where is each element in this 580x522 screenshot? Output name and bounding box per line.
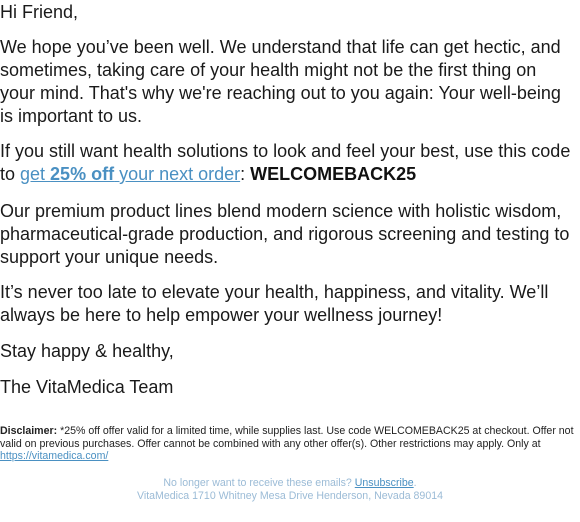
product-paragraph: Our premium product lines blend modern science with holistic wisdom, pharmaceutical-grade production, and rigorous screening and testing to support your unique needs. (0, 201, 570, 267)
offer-link-discount: 25% off (50, 164, 115, 184)
disclaimer-text: *25% off offer valid for a limited time, while supplies last. Use code WELCOMEBACK25 at checkout. Offer not valid on previous purchases. Offer cannot be combined with any other offer(s). Other restrictions may apply. Only at (0, 425, 574, 450)
disclaimer-label: Disclaimer: (0, 425, 58, 437)
unsubscribe-link[interactable]: Unsubscribe (354, 477, 414, 489)
team-signature: The VitaMedica Team (0, 377, 174, 397)
offer-separator: : (240, 164, 251, 184)
offer-paragraph (0, 140, 578, 186)
email-footer (0, 477, 580, 503)
closing-paragraph: It’s never too late to elevate your health, happiness, and vitality. We’ll always be here to help empower your wellness journey! (0, 282, 549, 325)
company-address: VitaMedica 1710 Whitney Mesa Drive Henderson, Nevada 89014 (136, 490, 444, 502)
website-link[interactable]: https://vitamedica.com/ (0, 450, 109, 462)
offer-link-post: your next order (114, 164, 241, 184)
unsubscribe-end: . (413, 477, 417, 489)
offer-link[interactable] (20, 164, 240, 184)
signoff: Stay happy & healthy, (0, 341, 174, 361)
greeting: Hi Friend, (0, 2, 79, 22)
unsubscribe-prompt: No longer want to receive these emails? (163, 477, 355, 489)
intro-paragraph: We hope you’ve been well. We understand that life can get hectic, and sometimes, taking care of your health might not be the first thing on your mind. That's why we're reaching out to you again: Your well-being is important to us. (0, 37, 561, 126)
unsubscribe-line (0, 477, 580, 490)
offer-lead-text: If you still want health solutions to look and feel your best, use this code to (0, 141, 571, 184)
disclaimer (0, 425, 578, 463)
offer-link-pre: get (20, 164, 51, 184)
promo-code: WELCOMEBACK25 (250, 164, 417, 184)
